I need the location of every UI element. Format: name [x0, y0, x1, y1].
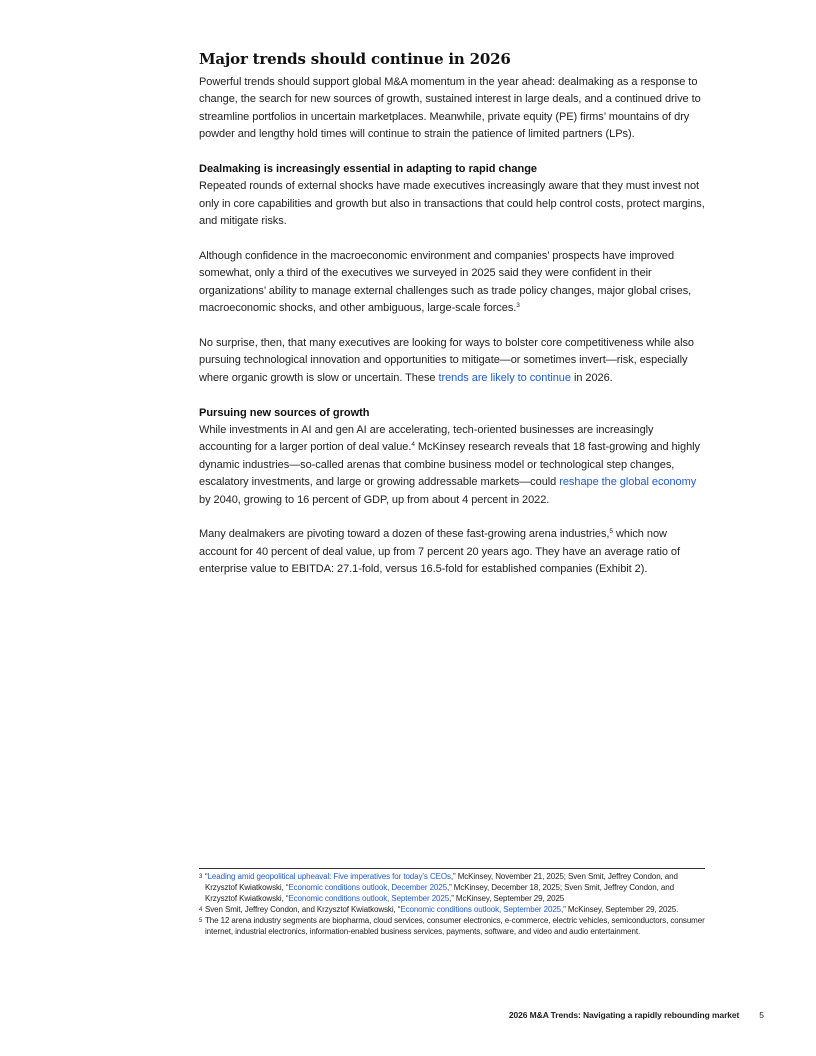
- footnote-ref-3[interactable]: 3: [516, 302, 520, 310]
- page-footer: [509, 1010, 764, 1020]
- dealmaking-paragraph-2: Although confidence in the macroeconomic environment and companies’ prospects have improved somewhat, only a third of the executives we surveyed in 2025 said they were confident in their organizations’ ability to manage external challenges such as trade policy changes, major global crises, macroeconomic shocks, and other ambiguous, large-scale forces.$^3$: [199, 250, 692, 315]
- footnote-ref-4[interactable]: 4: [411, 441, 415, 449]
- section-heading: Major trends should continue in 2026: [199, 50, 511, 68]
- dealmaking-paragraph-3: No surprise, then, that many executives are looking for ways to bolster core competitiveness while also pursuing technological innovation and opportunities to mitigate—or sometimes invert—risk, especially where organic growth is slow or uncertain. These trends are likely to continue in 2026.: [199, 337, 694, 384]
- reshape-economy-link[interactable]: reshape the global economy: [559, 476, 697, 489]
- footnote-3: 3 “Leading amid geopolitical upheaval: Five imperatives for today’s CEOs,” McKinsey, November 21, 2025; Sven Smit, Jeffrey Condon, and Krzysztof Kwiatkowski, “Economic conditions outlook, December 2025,” McKinsey, December 18, 2025; Sven Smit, Jeffrey Condon, and Krzysztof Kwiatkowski, “Economic conditions outlook, September 2025,” McKinsey, September 29, 2025: [199, 872, 678, 903]
- footnotes: [199, 872, 705, 937]
- subheading-growth: Pursuing new sources of growth: [199, 406, 370, 419]
- footnote-number: 4: [199, 906, 203, 913]
- page-number: 5: [759, 1010, 764, 1020]
- report-title: 2026 M&A Trends: Navigating a rapidly rebounding market: [508, 1010, 740, 1020]
- footnote-link-ceos[interactable]: Leading amid geopolitical upheaval: Five imperatives for today’s CEOs: [207, 872, 451, 881]
- footnote-link-december[interactable]: Economic conditions outlook, December 2025: [288, 882, 447, 892]
- article-body: [199, 50, 707, 579]
- footnote-number: 3: [199, 874, 203, 880]
- trends-link[interactable]: trends are likely to continue: [438, 371, 571, 384]
- footnote-link-september[interactable]: Economic conditions outlook, September 2025: [288, 893, 450, 903]
- dealmaking-paragraph-1: Repeated rounds of external shocks have made executives increasingly aware that they must invest not only in core capabilities and growth but also in transactions that could help control costs, protect margins, and mitigate risks.: [199, 180, 705, 228]
- intro-paragraph: Powerful trends should support global M&A momentum in the year ahead: dealmaking as a response to change, the search for new sources of growth, sustained interest in large deals, and a continued drive to streamline portfolios in uncertain marketplaces. Meanwhile, private equity (PE) firms’ mountains of dry powder and lengthy hold times will continue to strain the patience of limited partners (LPs).: [199, 76, 701, 141]
- footnote-4: 4 Sven Smit, Jeffrey Condon, and Krzysztof Kwiatkowski, “Economic conditions outlook, September 2025,” McKinsey, September 29, 2025.: [199, 904, 679, 914]
- footnote-ref-5[interactable]: 5: [609, 528, 613, 536]
- growth-paragraph-2: Many dealmakers are pivoting toward a dozen of these fast-growing arena industries,$^5$ which now account for 40 percent of deal value, up from 7 percent 20 years ago. They have an average ratio of enterprise value to EBITDA: 27.1-fold, versus 16.5-fold for established companies (Exhibit 2).: [199, 528, 680, 576]
- footnote-number: 5: [199, 917, 203, 924]
- footnote-5: 5 The 12 arena industry segments are biopharma, cloud services, consumer electronics, e-commerce, electric vehicles, semiconductors, consumer internet, industrial electronics, information-enabled business services, payments, software, and video and audio entertainment.: [199, 915, 705, 936]
- subheading-dealmaking: Dealmaking is increasingly essential in adapting to rapid change: [199, 163, 538, 176]
- footnote-divider: [199, 868, 705, 869]
- footnote-link-september[interactable]: Economic conditions outlook, September 2025: [400, 904, 562, 914]
- growth-paragraph-1: While investments in AI and gen AI are accelerating, tech-oriented businesses are increasingly accounting for a larger portion of deal value.$^4$ McKinsey research reveals that 18 fast-growing and highly dynamic industries—so-called arenas that combine business model or technological step changes, escalatory investments, and large or growing addressable markets—could reshape the global economy by 2040, growing to 16 percent of GDP, up from about 4 percent in 2022.: [199, 424, 700, 506]
